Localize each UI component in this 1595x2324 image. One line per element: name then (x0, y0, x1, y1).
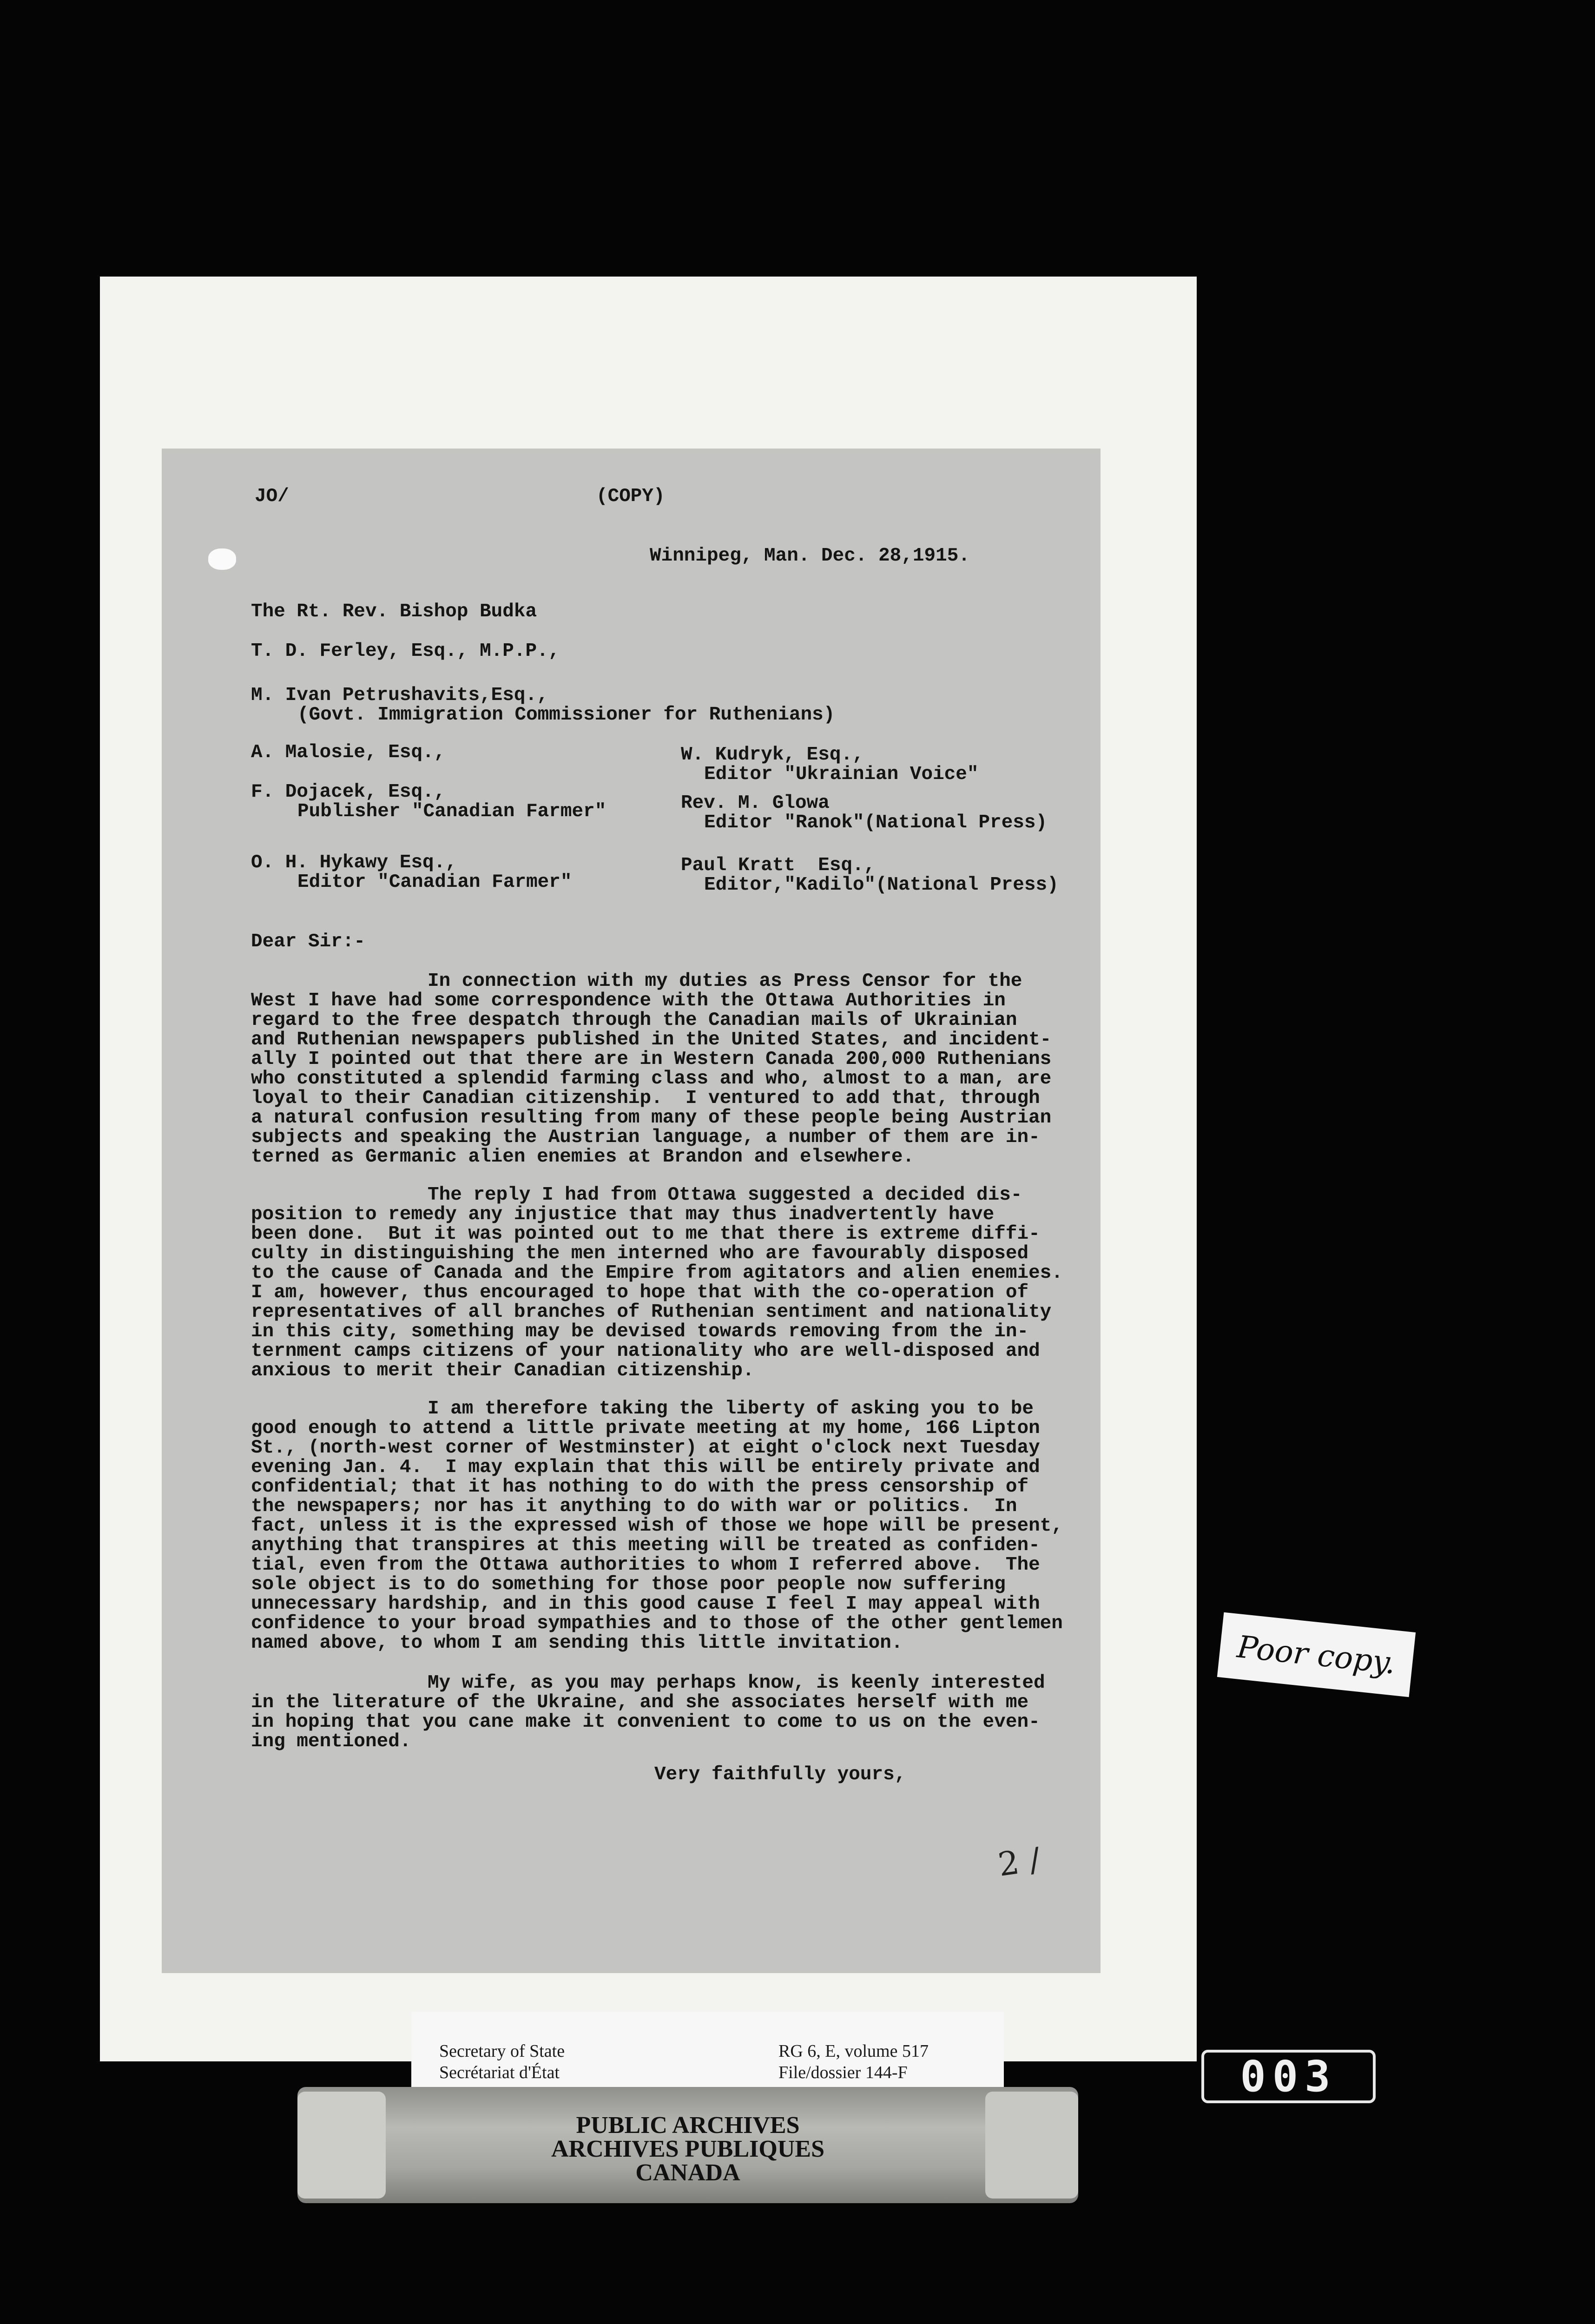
department-fr: Secrétariat d'État (439, 2063, 560, 2083)
paragraph-line: in the literature of the Ukraine, and she associates herself with me (251, 1692, 1029, 1713)
stamp-line: PUBLIC ARCHIVES (576, 2112, 800, 2139)
paragraph-line: a natural confusion resulting from many of these people being Austrian (251, 1107, 1052, 1129)
paragraph-line: been done. But it was pointed out to me that there is extreme diffi- (251, 1223, 1040, 1245)
paragraph-line: evening Jan. 4. I may explain that this will be entirely private and (251, 1457, 1040, 1478)
paragraph-line: West I have had some correspondence with the Ottawa Authorities in (251, 990, 1006, 1011)
stamp-text (297, 2114, 1078, 2185)
paragraph-line: anything that transpires at this meeting will be treated as confiden- (251, 1535, 1040, 1556)
addressee: F. Dojacek, Esq., (251, 781, 446, 803)
paragraph-line: subjects and speaking the Austrian language, a number of them are in- (251, 1127, 1040, 1148)
archive-label (411, 2012, 1004, 2091)
poor-copy-note: Poor copy. (1217, 1612, 1416, 1697)
paragraph-line: regard to the free despatch through the Canadian mails of Ukrainian (251, 1010, 1017, 1031)
paragraph-line: My wife, as you may perhaps know, is keenly interested (428, 1672, 1045, 1694)
copy-mark: (COPY) (596, 486, 665, 507)
paragraph-line: ternment camps citizens of your nationality who are well-disposed and (251, 1340, 1040, 1362)
paragraph-line: The reply I had from Ottawa suggested a decided dis- (428, 1184, 1022, 1206)
paragraph-line: I am therefore taking the liberty of asking you to be (428, 1398, 1034, 1419)
addressee: M. Ivan Petrushavits,Esq., (251, 685, 548, 706)
addressee: T. D. Ferley, Esq., M.P.P., (251, 640, 560, 662)
paragraph-line: named above, to whom I am sending this little invitation. (251, 1632, 903, 1654)
paragraph-line: ally I pointed out that there are in Western Canada 200,000 Ruthenians (251, 1049, 1052, 1070)
salutation: Dear Sir:- (251, 931, 366, 952)
reference-code: JO/ (255, 486, 289, 507)
paragraph-line: terned as Germanic alien enemies at Brandon and elsewhere. (251, 1146, 915, 1168)
paragraph-line: confidence to your broad sympathies and to those of the other gentlemen (251, 1613, 1063, 1634)
department-en: Secretary of State (439, 2041, 565, 2061)
stamp-line: ARCHIVES PUBLIQUES (551, 2135, 825, 2162)
volume-reference: RG 6, E, volume 517 (778, 2041, 929, 2061)
paragraph-line: culty in distinguishing the men interned who are favourably disposed (251, 1243, 1029, 1264)
department-block (439, 2040, 565, 2084)
paragraph-line: the newspapers; nor has it anything to do with war or politics. In (251, 1496, 1017, 1517)
paragraph-line: unnecessary hardship, and in this good cause I feel I may appeal with (251, 1593, 1040, 1615)
addressee: A. Malosie, Esq., (251, 742, 446, 763)
typed-letter (162, 449, 1101, 1973)
paragraph-line: sole object is to do something for those poor people now suffering (251, 1574, 1006, 1595)
file-reference: File/dossier 144-F (778, 2063, 908, 2083)
paragraph-line: loyal to their Canadian citizenship. I ventured to add that, through (251, 1088, 1040, 1109)
paragraph-line: representatives of all branches of Ruthenian sentiment and nationality (251, 1301, 1052, 1323)
addressee: The Rt. Rev. Bishop Budka (251, 601, 537, 622)
paragraph-line: fact, unless it is the expressed wish of those we hope will be present, (251, 1515, 1063, 1537)
place-date: Winnipeg, Man. Dec. 28,1915. (650, 545, 970, 567)
file-reference-block (778, 2040, 929, 2084)
paragraph-line: in this city, something may be devised towards removing from the in- (251, 1321, 1029, 1342)
addressee-title: Editor "Canadian Farmer" (297, 872, 572, 893)
paragraph-line: anxious to merit their Canadian citizenship. (251, 1360, 754, 1381)
addressee: W. Kudryk, Esq., (681, 744, 864, 766)
addressee: Paul Kratt Esq., (681, 855, 876, 876)
addressee: Rev. M. Glowa (681, 792, 830, 814)
addressee-title: Publisher "Canadian Farmer" (297, 801, 606, 822)
addressee-title: Editor "Ranok"(National Press) (704, 812, 1048, 833)
addressee-title: Editor "Ukrainian Voice" (704, 764, 979, 785)
closing: Very faithfully yours, (654, 1764, 906, 1785)
paragraph-line: St., (north-west corner of Westminster) at eight o'clock next Tuesday (251, 1437, 1040, 1459)
archives-stamp (297, 2087, 1078, 2203)
paragraph-line: in hoping that you cane make it convenient to come to us on the even- (251, 1711, 1040, 1733)
paragraph-line: position to remedy any injustice that may thus inadvertently have (251, 1204, 995, 1225)
paragraph-line: good enough to attend a little private meeting at my home, 166 Lipton (251, 1418, 1040, 1439)
stamp-line: CANADA (635, 2159, 740, 2186)
paragraph-line: confidential; that it has nothing to do with the press censorship of (251, 1476, 1029, 1498)
paragraph-line: who constituted a splendid farming class and who, almost to a man, are (251, 1068, 1052, 1089)
paragraph-line: and Ruthenian newspapers published in the United States, and incident- (251, 1029, 1052, 1050)
paragraph-line: I am, however, thus encouraged to hope that with the co-operation of (251, 1282, 1029, 1303)
addressee-title: (Govt. Immigration Commissioner for Ruthenians) (297, 704, 835, 726)
paragraph-line: ing mentioned. (251, 1731, 411, 1752)
paragraph-line: In connection with my duties as Press Censor for the (428, 971, 1022, 992)
addressee-title: Editor,"Kadilo"(National Press) (704, 874, 1059, 896)
frame-counter: 003 (1201, 2050, 1376, 2103)
paragraph-line: tial, even from the Ottawa authorities to whom I referred above. The (251, 1554, 1040, 1576)
pencil-marks: 2 / (995, 1840, 1043, 1884)
addressee: O. H. Hykawy Esq., (251, 852, 457, 873)
punch-hole (208, 548, 236, 570)
paragraph-line: to the cause of Canada and the Empire from agitators and alien enemies. (251, 1262, 1063, 1284)
